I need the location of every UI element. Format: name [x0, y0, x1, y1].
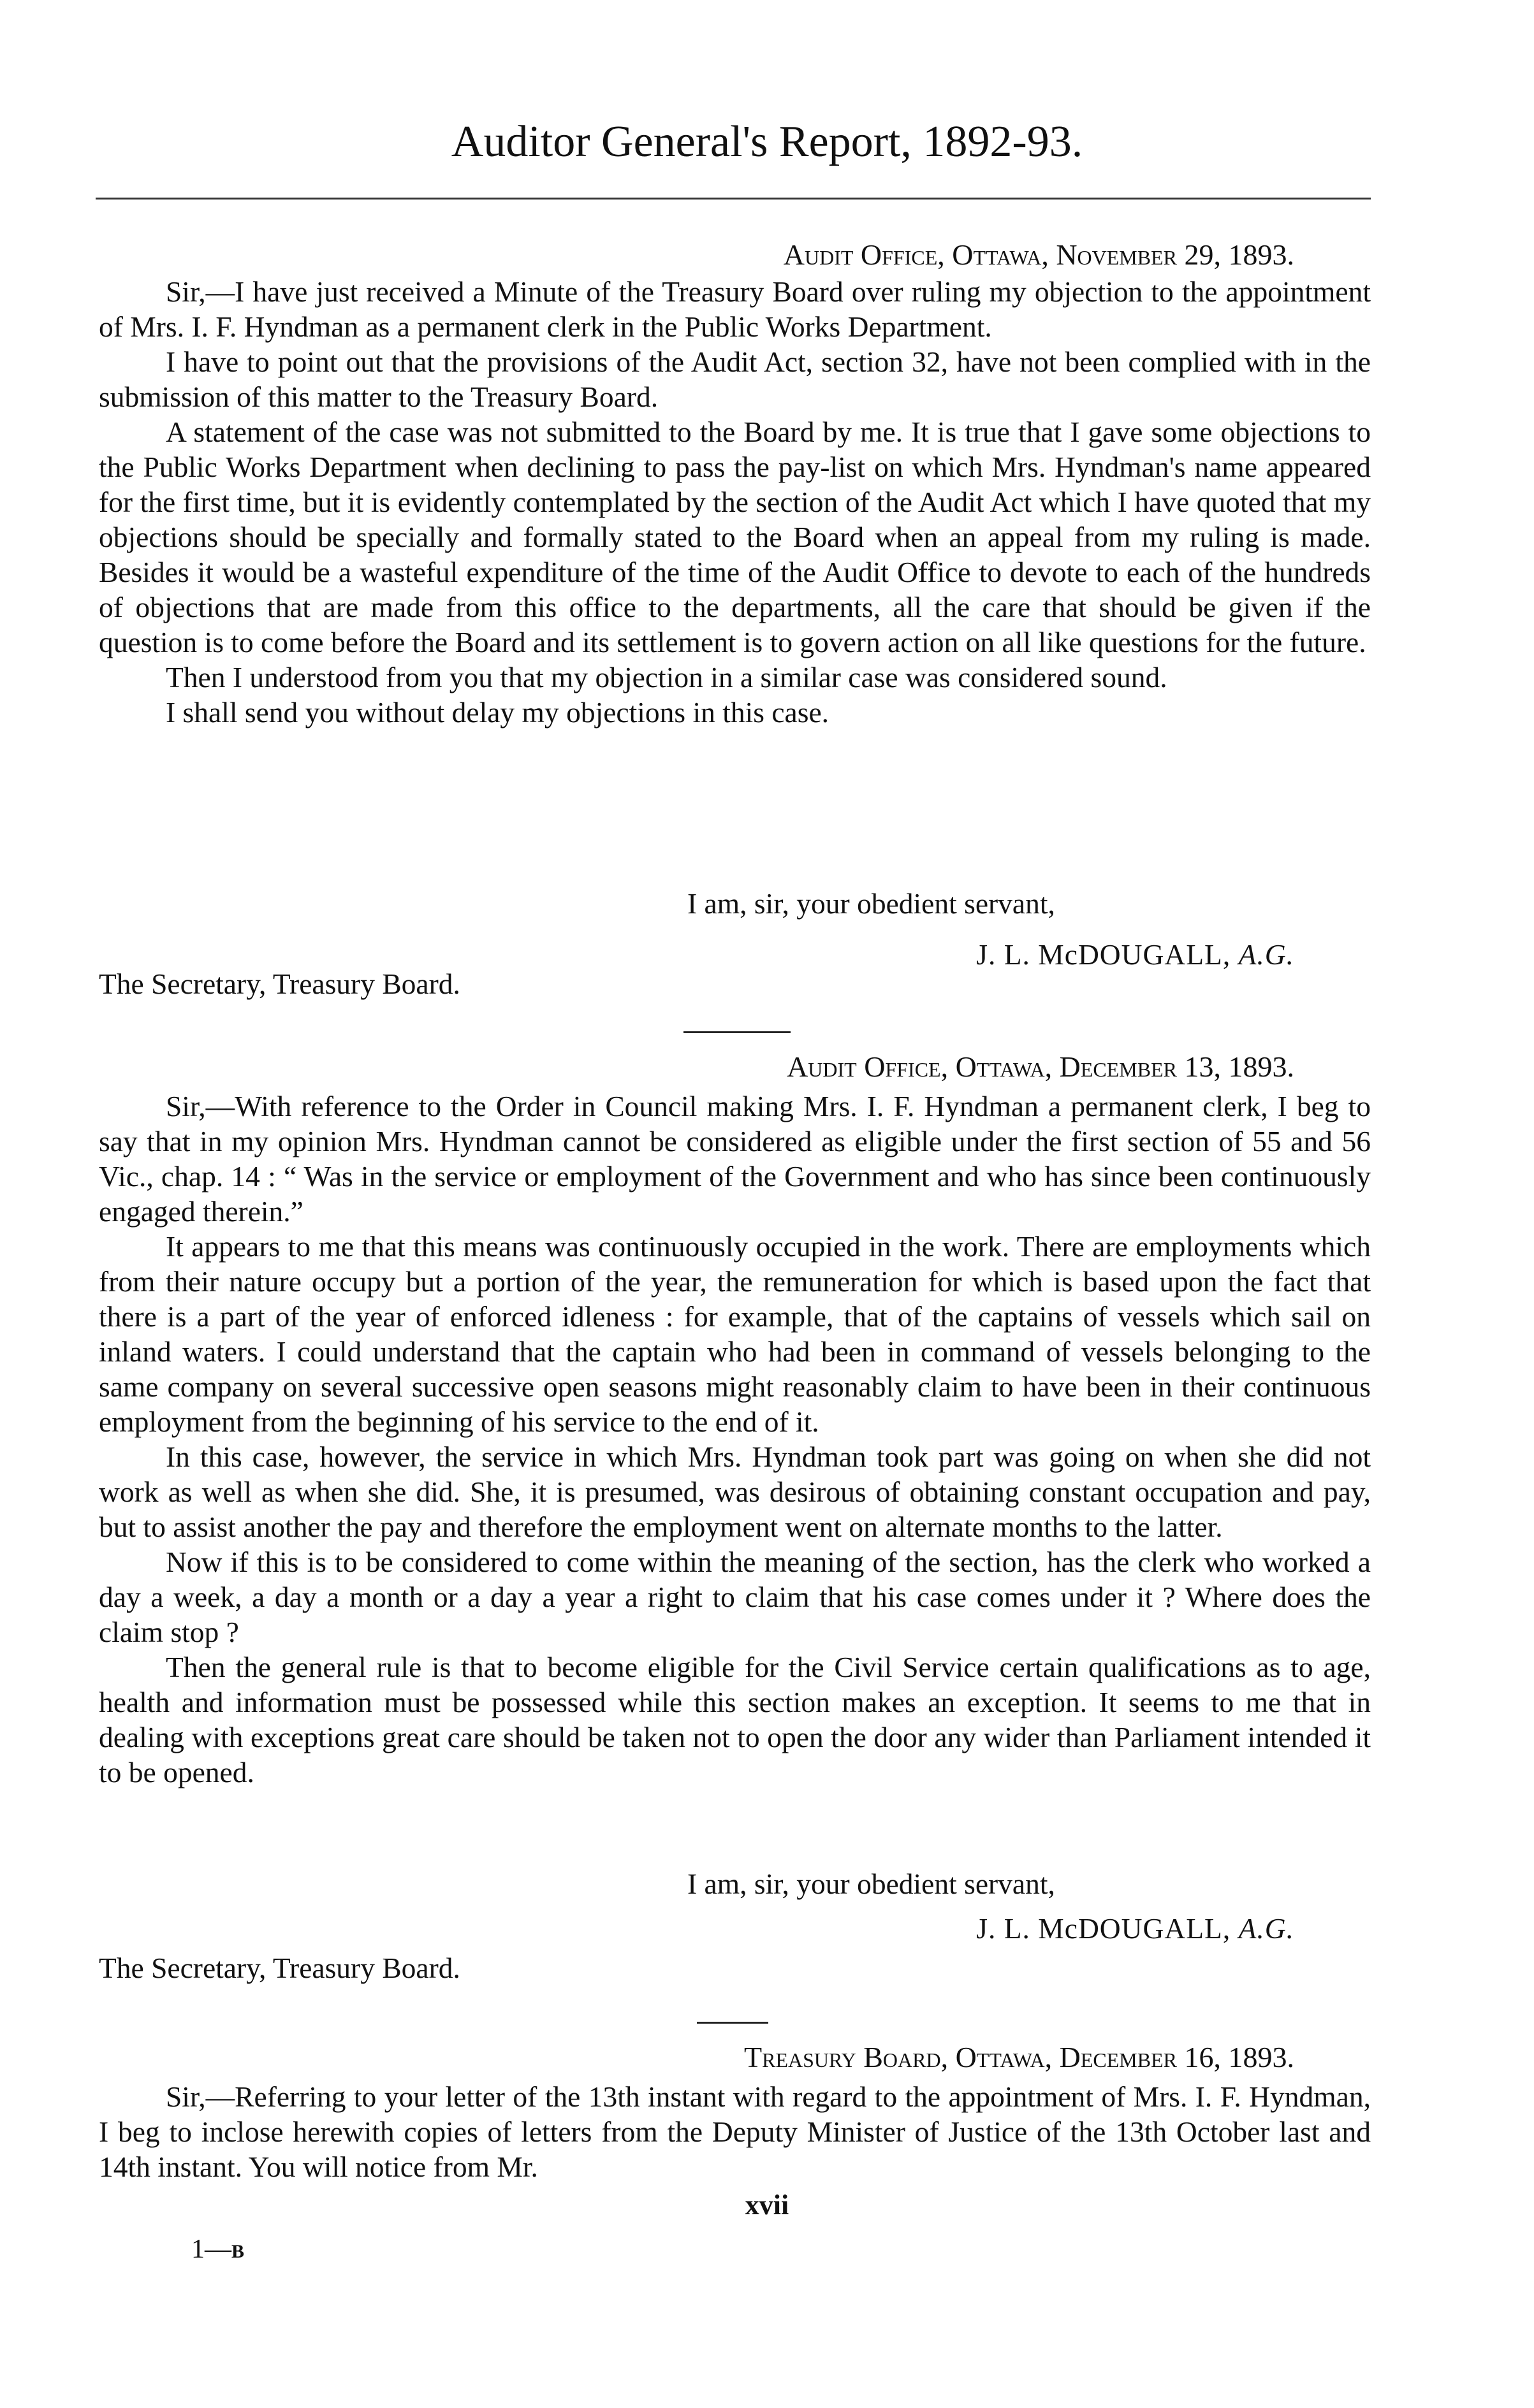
header-rule	[96, 198, 1371, 199]
letter1-body	[99, 274, 1371, 730]
letter2-signature	[0, 1911, 1294, 1946]
letter2-paragraph: Then the general rule is that to become eligible for the Civil Service certain qualifications as to age, health and information must be possessed while this section makes an exception. It seems to me that in dealing with exceptions great care should be taken not to open the door any wider than Parliament intended it to be opened.	[99, 1651, 1371, 1788]
section-divider	[683, 1031, 791, 1033]
letter2-addressee: The Secretary, Treasury Board.	[99, 1952, 460, 1984]
printer-signature-mark	[191, 2232, 244, 2269]
letter1-paragraph: Sir,—I have just received a Minute of the Treasury Board over ruling my objection to the appointment of Mrs. I. F. Hyndman as a permanent clerk in the Public Works Department.	[99, 275, 1371, 343]
letter2-paragraph: Sir,—With reference to the Order in Council making Mrs. I. F. Hyndman a permanent clerk, I beg to say that in my opinion Mrs. Hyndman cannot be considered as eligible under the first section of 55 and 56 Vic., chap. 14 : “ Was in the service or employment of the Government and who has since been continuously engaged therein.”	[99, 1090, 1371, 1228]
letter1-addressee: The Secretary, Treasury Board.	[99, 968, 460, 1000]
letter2-closing: I am, sir, your obedient servant,	[687, 1868, 1055, 1900]
letter1-paragraph: A statement of the case was not submitted to the Board by me. It is true that I gave some objections to the Public Works Department when declining to pass the pay-list on which Mrs. Hyndman's name appeared for the first time, but it is evidently contemplated by the section of the Audit Act which I have quoted that my objections should be specially and formally stated to the Board when an appeal from my ruling is made. Besides it would be a wasteful expenditure of the time of the Audit Office to devote to each of the hundreds of objections that are made from this office to the departments, all the care that should be given if the question is to come before the Board and its settlement is to govern action on all like questions for the future.	[99, 416, 1371, 658]
signature-mark-number: 1—	[191, 2235, 231, 2264]
letter1-paragraph: I shall send you without delay my objections in this case.	[166, 696, 829, 729]
letter1-paragraph: I have to point out that the provisions of the Audit Act, section 32, have not been complied with in the submission of this matter to the Treasury Board.	[99, 345, 1371, 413]
letter3-paragraph: Sir,—Referring to your letter of the 13th instant with regard to the appointment of Mrs. I. F. Hyndman, I beg to inclose herewith copies of letters from the Deputy Minister of Justice of the 13th October last and 14th instant. You will notice from Mr.	[99, 2080, 1371, 2183]
letter2-body	[99, 1089, 1371, 1790]
signature-title: A.G.	[1238, 938, 1294, 971]
letter1-closing: I am, sir, your obedient servant,	[687, 887, 1055, 920]
letter2-paragraph: It appears to me that this means was continuously occupied in the work. There are employments which from their nature occupy but a portion of the year, the remuneration for which is based upon the fact that there is a part of the year of enforced idleness : for example, that of the captains of vessels which sail on inland waters. I could understand that the captain who had been in command of vessels belonging to the same company on several successive open seasons might reasonably claim to have been in their continuous employment from the beginning of his service to the end of it.	[99, 1230, 1371, 1438]
signature-name: J. L. McDOUGALL,	[976, 1912, 1231, 1945]
signature-title: A.G.	[1238, 1912, 1294, 1945]
letter3-body	[99, 2079, 1371, 2184]
letter2-paragraph: In this case, however, the service in which Mrs. Hyndman took part was going on when she did not work as well as when she did. She, it is presumed, was desirous of obtaining constant occupation and pay, but to assist another the pay and therefore the employment went on alternate months to the latter.	[99, 1440, 1371, 1543]
page-title: Auditor General's Report, 1892-93.	[451, 117, 1083, 166]
letter2-paragraph: Now if this is to be considered to come within the meaning of the section, has the clerk who worked a day a week, a day a month or a day a year a right to claim that his case comes under it ? Where does the claim stop ?	[99, 1546, 1371, 1648]
signature-name: J. L. McDOUGALL,	[976, 938, 1231, 971]
section-divider	[697, 2022, 768, 2024]
page-number: xvii	[745, 2189, 789, 2221]
letter2-dateline: Audit Office, Ottawa, December 13, 1893.	[787, 1050, 1294, 1083]
letter3-dateline: Treasury Board, Ottawa, December 16, 1893.	[744, 2041, 1294, 2073]
letter1-paragraph: Then I understood from you that my objection in a similar case was considered sound.	[166, 661, 1167, 693]
signature-mark-letter: B	[231, 2241, 245, 2262]
letter1-dateline: Audit Office, Ottawa, November 29, 1893.	[783, 238, 1294, 271]
